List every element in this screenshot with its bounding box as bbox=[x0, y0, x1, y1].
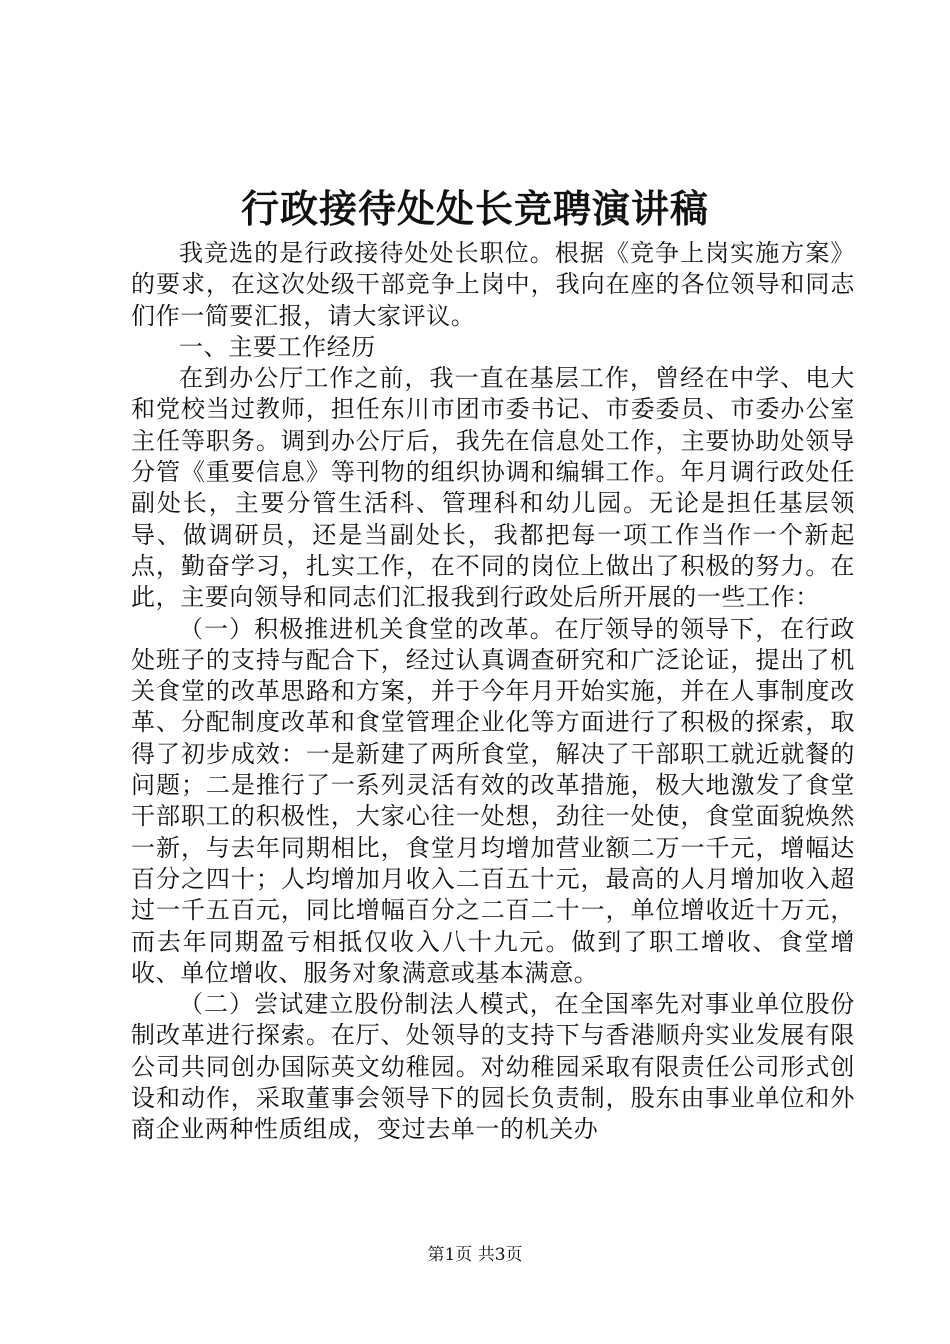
paragraph-canteen-reform: （一）积极推进机关食堂的改革。在厅领导的领导下，在行政处班子的支持与配合下，经过认真调查研究和广泛论证，提出了机关食堂的改革思路和方案，并于今年月开始实施，并在人事制度改革、分配制度改革和食堂管理企业化等方面进行了积极的探索，取得了初步成效：一是新建了两所食堂，解决了干部职工就近就餐的问题；二是推行了一系列灵活有效的改革措施，极大地激发了食堂干部职工的积极性，大家心往一处想，劲往一处使，食堂面貌焕然一新，与去年同期相比，食堂月均增加营业额二万一千元，增幅达百分之四十；人均增加月收入二百五十元，最高的人月增加收入超过一千五百元，同比增幅百分之二百二十一，单位增收近十万元，而去年同期盈亏相抵仅收入八十九元。做到了职工增收、食堂增收、单位增收、服务对象满意或基本满意。 bbox=[131, 614, 855, 987]
document-title: 行政接待处处长竞聘演讲稿 bbox=[240, 186, 709, 231]
paragraph-shareholding-reform: （二）尝试建立股份制法人模式，在全国率先对事业单位股份制改革进行探索。在厅、处领导的支持下与香港顺舟实业发展有限公司共同创办国际英文幼稚园。对幼稚园采取有限责任公司形式创设和动作，采取董事会领导下的园长负责制，股东由事业单位和外商企业两种性质组成，变过去单一的机关办 bbox=[131, 990, 855, 1144]
page-number-footer: 第1页 共3页 bbox=[427, 1245, 523, 1265]
paragraph-intro: 我竞选的是行政接待处处长职位。根据《竞争上岗实施方案》的要求，在这次处级干部竞争上岗中，我向在座的各位领导和同志们作一简要汇报，请大家评议。 bbox=[131, 239, 855, 330]
document-body bbox=[131, 238, 855, 1146]
paragraph-work-experience: 在到办公厅工作之前，我一直在基层工作，曾经在中学、电大和党校当过教师，担任东川市团市委书记、市委委员、市委办公室主任等职务。调到办公厅后，我先在信息处工作，主要协助处领导分管《重要信息》等刊物的组织协调和编辑工作。年月调行政处任副处长，主要分管生活科、管理科和幼儿园。无论是担任基层领导、做调研员，还是当副处长，我都把每一项工作当作一个新起点，勤奋学习，扎实工作，在不同的岗位上做出了积极的努力。在此，主要向领导和同志们汇报我到行政处后所开展的一些工作： bbox=[131, 364, 855, 612]
section-heading-work-experience: 一、主要工作经历 bbox=[179, 332, 376, 361]
